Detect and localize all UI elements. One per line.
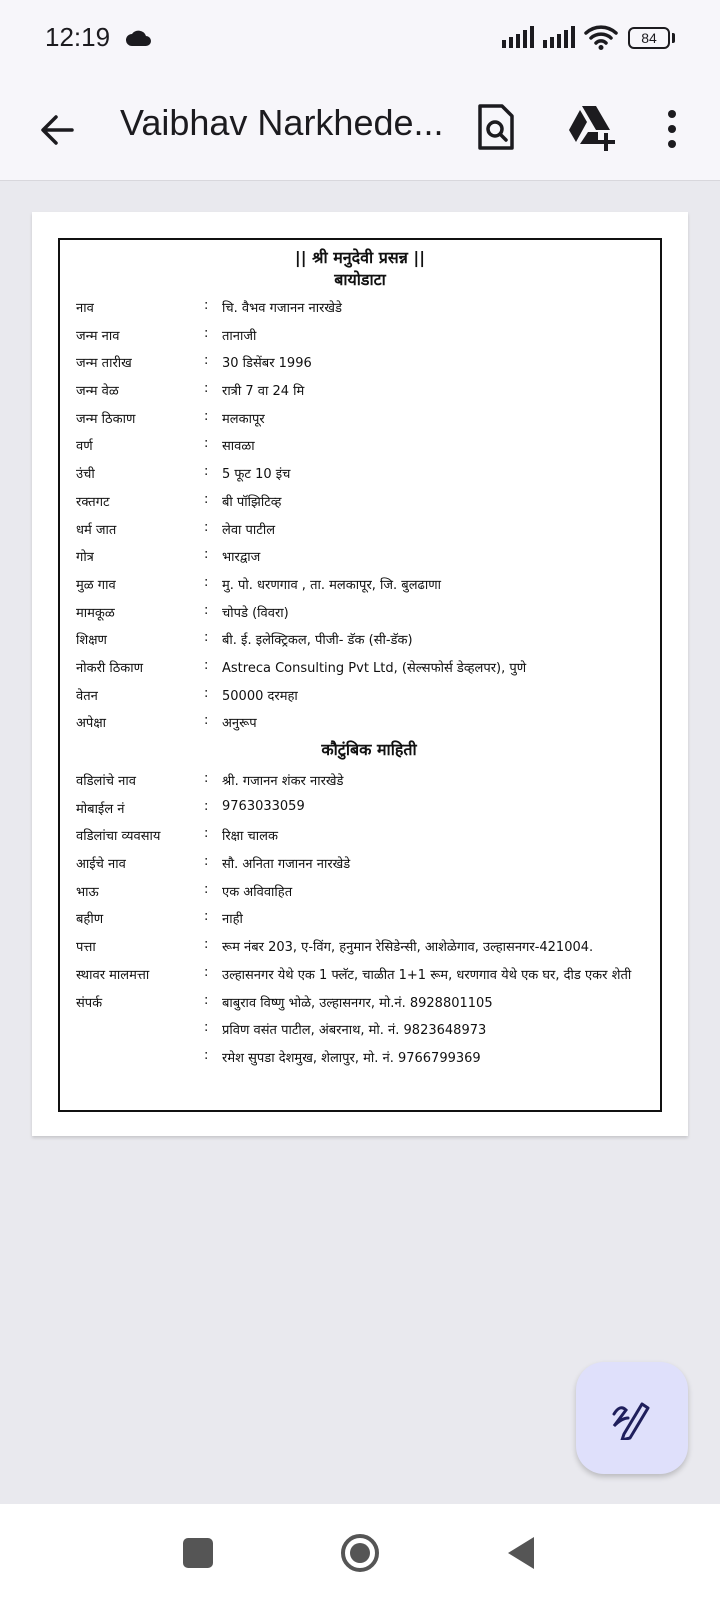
personal-details (76, 292, 662, 735)
detail-colon: : (204, 298, 209, 313)
detail-row (76, 430, 662, 458)
battery-icon (628, 27, 670, 49)
detail-value: बी पॉझिटिव्ह (222, 494, 282, 510)
detail-colon: : (204, 491, 209, 507)
detail-value: मु. पो. धरणगाव , ता. मलकापूर, जि. बुलढाणा (222, 577, 441, 593)
detail-label: पत्ता (76, 940, 96, 956)
detail-value: बाबुराव विष्णु भोळे, उल्हासनगर, मो.नं. 8928801105 (222, 995, 493, 1011)
detail-label: गोत्र (76, 550, 94, 566)
detail-colon: : (204, 630, 209, 646)
detail-label: स्थावर मालमत्ता (76, 967, 150, 983)
detail-label: जन्म वेळ (76, 384, 119, 400)
detail-label: नोकरी ठिकाण (76, 660, 144, 676)
detail-colon: : (204, 353, 209, 369)
detail-colon: : (204, 547, 209, 563)
detail-row (76, 403, 662, 431)
detail-colon: : (204, 881, 209, 897)
detail-label: रक्तगट (76, 494, 110, 510)
detail-colon: : (204, 964, 209, 980)
app-bar (0, 78, 720, 181)
detail-row (76, 320, 662, 348)
document-title: Vaibhav Narkhede... (120, 102, 444, 143)
detail-row (76, 569, 662, 597)
detail-row (76, 680, 662, 708)
detail-value: भारद्वाज (222, 550, 261, 566)
cloud-icon (125, 30, 151, 46)
annotate-button[interactable] (576, 1362, 688, 1474)
detail-row (76, 987, 662, 1015)
detail-row (76, 903, 662, 931)
detail-row (76, 848, 662, 876)
detail-value: तानाजी (222, 328, 257, 344)
detail-colon: : (204, 381, 209, 397)
detail-label: अपेक्षा (76, 716, 107, 732)
detail-colon: : (204, 1020, 209, 1036)
detail-row (76, 765, 662, 793)
detail-label: आईचे नाव (76, 857, 126, 873)
detail-label: वडिलांचा व्यवसाय (76, 829, 161, 845)
detail-label: मामकूळ (76, 605, 115, 621)
document-page[interactable] (32, 212, 688, 1136)
detail-row (76, 292, 662, 320)
battery-level: 84 (641, 30, 657, 46)
detail-row (76, 793, 662, 821)
biodata-rows (76, 292, 662, 1070)
detail-value: रिक्षा चालक (222, 829, 278, 845)
detail-row (76, 652, 662, 680)
back-arrow-icon[interactable] (36, 108, 80, 152)
detail-value: Astreca Consulting Pvt Ltd, (सेल्सफोर्स डेव्हलपर), पुणे (222, 660, 527, 676)
detail-row (76, 514, 662, 542)
system-nav-bar (0, 1504, 720, 1600)
detail-label: मोबाईल नं (76, 801, 125, 817)
nav-back-button[interactable] (506, 1535, 536, 1571)
detail-row (76, 820, 662, 848)
family-details (76, 765, 662, 1070)
detail-row (76, 931, 662, 959)
find-in-document-icon[interactable] (476, 102, 516, 152)
detail-value: सावळा (222, 439, 255, 455)
recents-button[interactable] (183, 1538, 213, 1568)
detail-value: सौ. अनिता गजानन नारखेडे (222, 857, 351, 873)
detail-row (76, 1042, 662, 1070)
detail-row (76, 347, 662, 375)
detail-row (76, 1014, 662, 1042)
detail-colon: : (204, 854, 209, 870)
detail-colon: : (204, 325, 209, 341)
detail-label: उंची (76, 467, 95, 483)
detail-label: संपर्क (76, 995, 103, 1011)
detail-colon: : (204, 1047, 209, 1063)
detail-colon: : (204, 436, 209, 452)
detail-row (76, 876, 662, 904)
detail-value: रमेश सुपडा देशमुख, शेलापुर, मो. नं. 9766799369 (222, 1050, 481, 1066)
detail-label: वर्ण (76, 439, 93, 455)
detail-value: नाही (222, 912, 243, 928)
detail-value: 9763033059 (222, 798, 305, 814)
detail-value: प्रविण वसंत पाटील, अंबरनाथ, मो. नं. 9823648973 (222, 1023, 487, 1039)
detail-colon: : (204, 909, 209, 925)
home-button[interactable] (340, 1533, 380, 1573)
signal-icon (502, 26, 538, 48)
detail-value: 5 फूट 10 इंच (222, 467, 291, 483)
add-to-drive-icon[interactable] (566, 102, 616, 152)
detail-label: धर्म जात (76, 522, 117, 538)
detail-value: चि. वैभव गजानन नारखेडे (222, 301, 342, 316)
detail-row (76, 458, 662, 486)
detail-row (76, 375, 662, 403)
detail-row (76, 707, 662, 735)
detail-colon: : (204, 519, 209, 535)
detail-colon: : (204, 574, 209, 590)
detail-colon: : (204, 771, 209, 786)
detail-colon: : (204, 464, 209, 480)
detail-row (76, 624, 662, 652)
detail-row (76, 597, 662, 625)
detail-value: अनुरूप (222, 716, 257, 732)
detail-label: भाऊ (76, 884, 99, 900)
detail-label: बहीण (76, 912, 104, 928)
detail-colon: : (204, 685, 209, 701)
detail-label: नाव (76, 301, 94, 316)
detail-value: 30 डिसेंबर 1996 (222, 356, 312, 372)
detail-row (76, 959, 662, 987)
section-heading-family: कौटुंबिक माहिती (321, 740, 417, 759)
status-bar (0, 0, 720, 78)
detail-label: शिक्षण (76, 633, 107, 649)
detail-value: चोपडे (विवरा) (222, 605, 289, 621)
detail-label: वेतन (76, 688, 98, 704)
detail-label: वडिलांचे नाव (76, 774, 136, 789)
detail-value: रात्री 7 वा 24 मि (222, 384, 305, 400)
doc-heading: || श्री मनुदेवी प्रसन्न || (294, 248, 426, 267)
detail-row (76, 486, 662, 514)
detail-value: बी. ई. इलेक्ट्रिकल, पीजी- डॅक (सी-डॅक) (222, 633, 413, 649)
detail-label: जन्म ठिकाण (76, 411, 136, 427)
status-time: 12:19 (45, 22, 111, 52)
biodata-frame (58, 238, 662, 1112)
detail-value: श्री. गजानन शंकर नारखेडे (222, 774, 344, 789)
detail-row (76, 541, 662, 569)
more-options-icon[interactable] (664, 104, 680, 154)
detail-value: लेवा पाटील (222, 522, 276, 538)
pen-icon (610, 1396, 654, 1440)
detail-label: मुळ गाव (76, 577, 116, 593)
detail-value: एक अविवाहित (222, 884, 293, 900)
detail-colon: : (204, 713, 209, 729)
detail-value: रूम नंबर 203, ए-विंग, हनुमान रेसिडेन्सी, आशेळेगाव, उल्हासनगर-421004. (222, 940, 594, 956)
doc-subheading: बायोडाटा (334, 270, 386, 289)
wifi-icon (584, 24, 618, 50)
detail-value: उल्हासनगर येथे एक 1 फ्लॅट, चाळीत 1+1 रूम, धरणगाव येथे एक घर, दीड एकर शेती (222, 967, 632, 983)
detail-colon: : (204, 992, 209, 1008)
detail-value: 50000 दरमहा (222, 688, 298, 704)
detail-colon: : (204, 408, 209, 424)
detail-label: जन्म नाव (76, 328, 120, 344)
battery-cap (672, 33, 675, 43)
detail-colon: : (204, 798, 209, 814)
detail-colon: : (204, 602, 209, 618)
detail-label: जन्म तारीख (76, 356, 132, 372)
detail-value: मलकापूर (222, 411, 265, 427)
detail-colon: : (204, 826, 209, 842)
detail-colon: : (204, 937, 209, 953)
detail-colon: : (204, 657, 209, 673)
signal-icon-2 (543, 26, 579, 48)
